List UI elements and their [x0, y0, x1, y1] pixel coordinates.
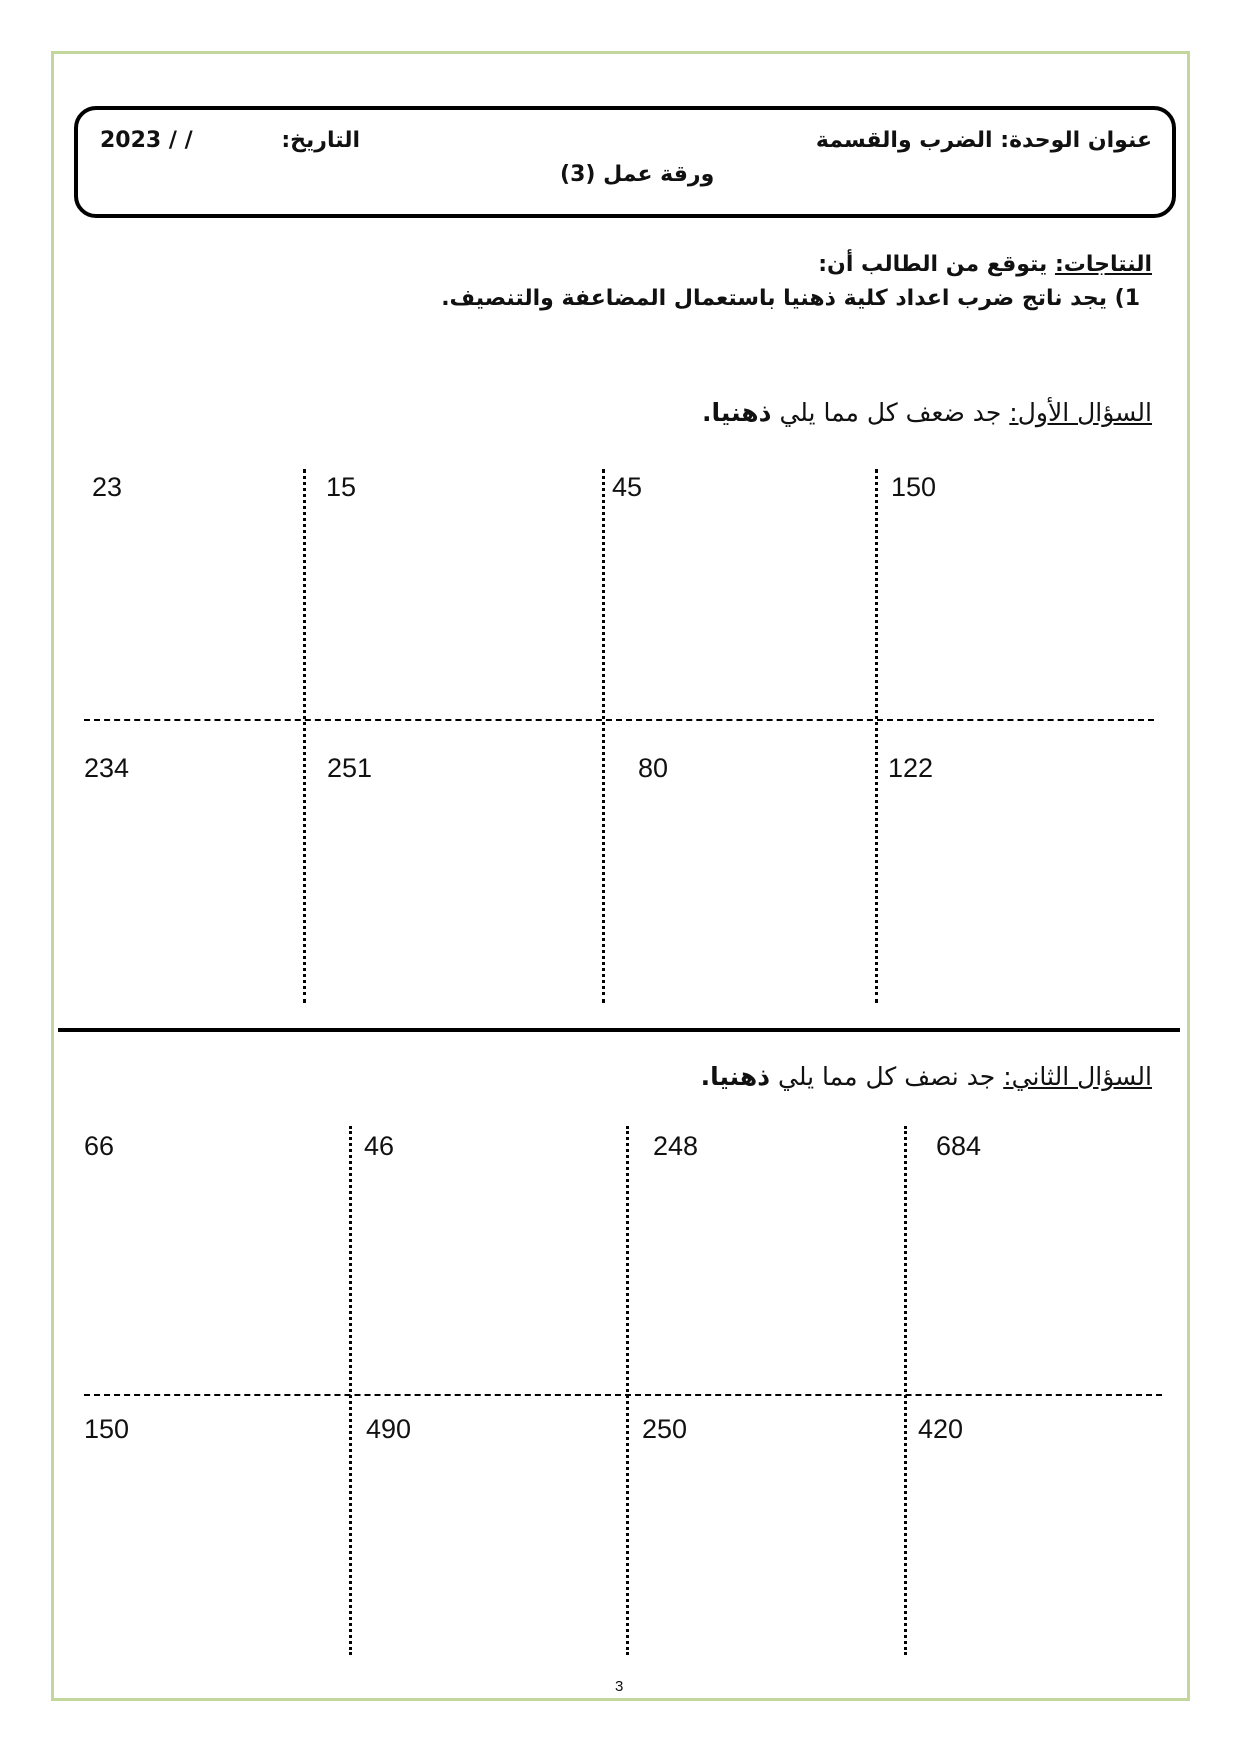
question1-emphasis: ذهنيا. [702, 398, 772, 427]
q1-number: 150 [891, 472, 937, 502]
question2-label: السؤال الثاني: [1003, 1062, 1152, 1091]
q1-number: 80 [638, 753, 669, 783]
unit-value: الضرب والقسمة [815, 128, 993, 153]
q1-number: 15 [326, 472, 357, 502]
page-number: 3 [615, 1678, 624, 1695]
q2-number: 420 [918, 1414, 964, 1444]
question1-title [702, 398, 1152, 427]
column-divider [875, 469, 878, 1003]
q2-number: 684 [936, 1131, 982, 1161]
q2-number: 66 [84, 1131, 115, 1161]
column-divider [303, 469, 306, 1003]
worksheet-title: ورقة عمل (3) [560, 162, 715, 187]
outcome-item: 1) يجد ناتج ضرب اعداد كلية ذهنيا باستعمال المضاعفة والتنصيف. [441, 286, 1140, 311]
question1-text: جد ضعف كل مما يلي [779, 398, 1002, 427]
unit-label: عنوان الوحدة: [1000, 128, 1152, 153]
q2-number: 250 [642, 1414, 688, 1444]
column-divider [626, 1126, 629, 1655]
q1-number: 251 [327, 753, 373, 783]
q1-number: 23 [92, 472, 123, 502]
outcomes-heading [818, 252, 1152, 277]
section-separator [58, 1028, 1180, 1032]
outcomes-label: النتاجات: [1054, 252, 1152, 277]
outcomes-intro: يتوقع من الطالب أن: [818, 252, 1048, 277]
q1-number: 234 [84, 753, 130, 783]
column-divider [602, 469, 605, 1003]
row-divider [84, 1394, 1162, 1396]
column-divider [904, 1126, 907, 1655]
q1-number: 45 [612, 472, 643, 502]
q1-number: 122 [888, 753, 934, 783]
row-divider [84, 719, 1154, 721]
question2-emphasis: ذهنيا. [700, 1062, 771, 1091]
unit-title [816, 128, 1152, 153]
question2-title [701, 1062, 1152, 1091]
q2-number: 490 [366, 1414, 412, 1444]
q2-number: 248 [653, 1131, 699, 1161]
date-label: التاريخ: [281, 128, 360, 153]
column-divider [349, 1126, 352, 1655]
question2-text: جد نصف كل مما يلي [778, 1062, 996, 1091]
q2-number: 150 [84, 1414, 130, 1444]
q2-number: 46 [364, 1131, 395, 1161]
question1-label: السؤال الأول: [1009, 398, 1152, 427]
date-value: 2023 / / [100, 128, 193, 153]
